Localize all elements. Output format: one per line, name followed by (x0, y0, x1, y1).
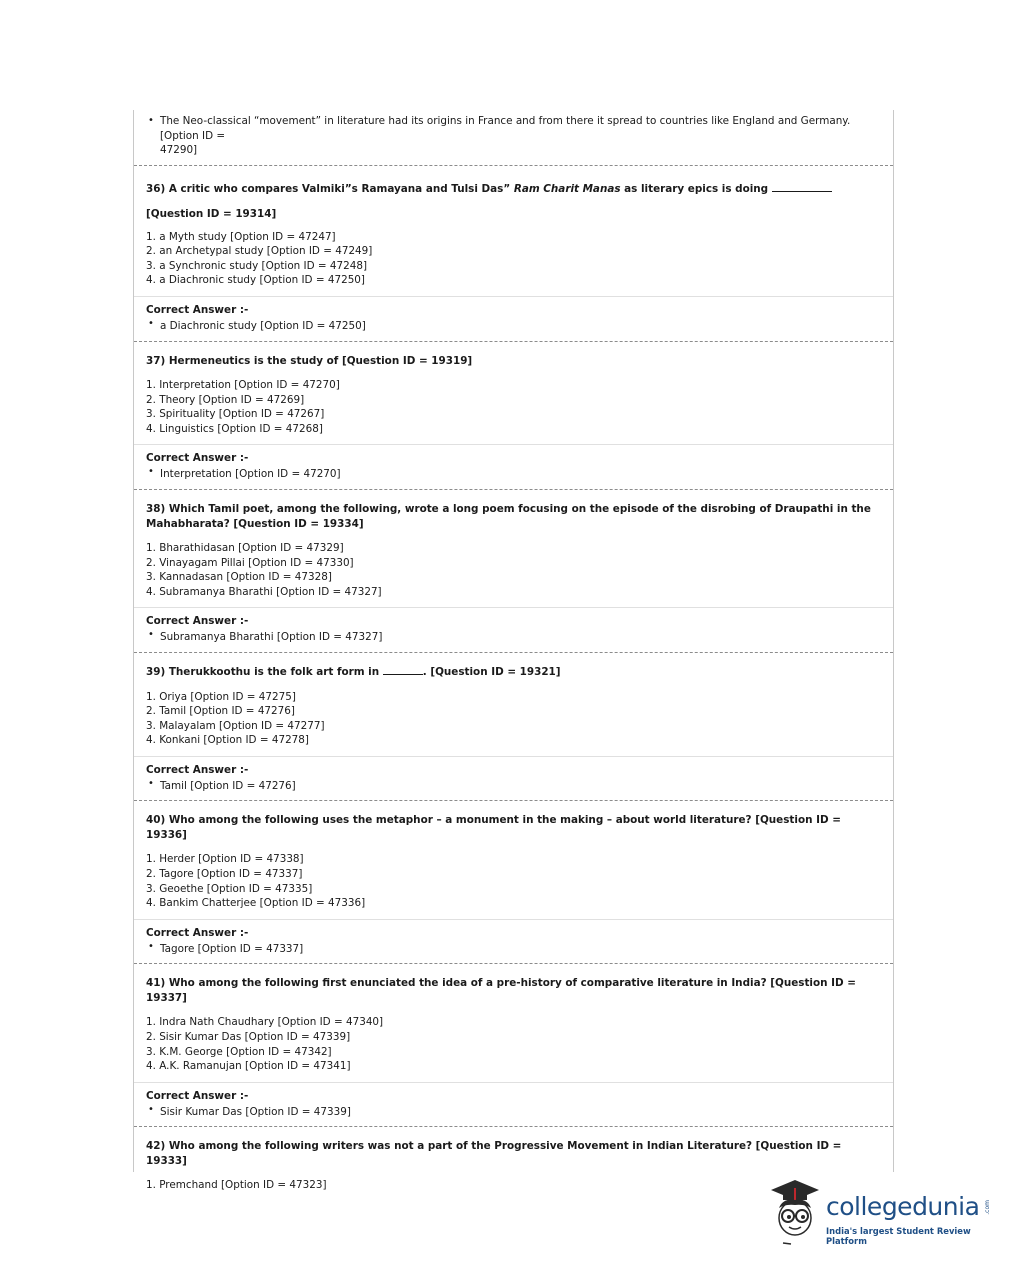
graduate-mascot-icon (765, 1176, 825, 1246)
brand-name: collegedunia (826, 1192, 980, 1221)
question-block-38 (146, 490, 881, 645)
option-item: 1. a Myth study [Option ID = 47247] (146, 230, 336, 243)
correct-answer-label: Correct Answer :- (146, 926, 249, 939)
options-list (146, 680, 881, 748)
option-item: 3. K.M. George [Option ID = 47342] (146, 1045, 332, 1058)
question-block-37 (146, 342, 881, 482)
option-item: 3. Spirituality [Option ID = 47267] (146, 408, 325, 421)
option-item: 4. Bankim Chatterjee [Option ID = 47336] (146, 897, 366, 910)
question-text: 37) Hermeneutics is the study of [Question ID = 19319] (146, 354, 473, 367)
option-item: 1. Indra Nath Chaudhary [Option ID = 47340] (146, 1016, 384, 1029)
previous-answer-bullet (146, 114, 881, 158)
correct-answer-label: Correct Answer :- (146, 615, 249, 628)
correct-answer-label: Correct Answer :- (146, 1089, 249, 1102)
previous-answer-line1: • The Neo-classical “movement” in literature had its origins in France and from there it spread to countries like England and Germany. [Option ID = (160, 115, 851, 142)
option-item: 2. Sisir Kumar Das [Option ID = 47339] (146, 1031, 351, 1044)
option-item: 4. Subramanya Bharathi [Option ID = 47327] (146, 585, 382, 598)
option-item: 3. Malayalam [Option ID = 47277] (146, 719, 325, 732)
correct-answer: • Tamil [Option ID = 47276] (146, 777, 881, 794)
correct-answer: • Subramanya Bharathi [Option ID = 47327] (146, 628, 881, 645)
question-block-40 (146, 801, 881, 956)
correct-answer: • Interpretation [Option ID = 47270] (146, 465, 881, 482)
previous-answer-line2: 47290] (160, 144, 198, 157)
question-block-39 (146, 653, 881, 793)
brand-tagline: India's largest Student Review Platform (826, 1226, 971, 1246)
question-text: 36) A critic who compares Valmiki”s Ramayana and Tulsi Das” Ram Charit Manas as literary epics is doing (146, 166, 881, 197)
correct-answer: • Sisir Kumar Das [Option ID = 47339] (146, 1103, 881, 1120)
option-item: 1. Oriya [Option ID = 47275] (146, 690, 296, 703)
answer-blank (383, 665, 423, 675)
option-item: 4. A.K. Ramanujan [Option ID = 47341] (146, 1060, 351, 1073)
option-item: 3. Kannadasan [Option ID = 47328] (146, 571, 332, 584)
option-item: 2. Tagore [Option ID = 47337] (146, 868, 303, 881)
option-item: 1. Interpretation [Option ID = 47270] (146, 379, 340, 392)
option-item: 3. a Synchronic study [Option ID = 47248] (146, 259, 368, 272)
options-list (146, 1005, 881, 1073)
correct-answer: • Tagore [Option ID = 47337] (146, 940, 881, 957)
correct-answer-label: Correct Answer :- (146, 763, 249, 776)
option-item: 4. Konkani [Option ID = 47278] (146, 734, 309, 747)
option-item: 4. a Diachronic study [Option ID = 47250] (146, 274, 365, 287)
option-item: 2. Theory [Option ID = 47269] (146, 393, 305, 406)
question-text: 42) Who among the following writers was not a part of the Progressive Movement in Indian Literature? [Question ID = 19333] (146, 1140, 842, 1167)
collegedunia-logo[interactable] (765, 1176, 1000, 1248)
option-item: 1. Herder [Option ID = 47338] (146, 853, 304, 866)
options-list (146, 842, 881, 910)
option-item: 1. Bharathidasan [Option ID = 47329] (146, 542, 344, 555)
question-text: 41) Who among the following first enunciated the idea of a pre-history of comparative literature in India? [Question ID = 19337] (146, 977, 856, 1004)
option-item: 2. Tamil [Option ID = 47276] (146, 705, 295, 718)
question-id: [Question ID = 19314] (146, 207, 277, 220)
correct-answer: • a Diachronic study [Option ID = 47250] (146, 317, 881, 334)
option-item: 4. Linguistics [Option ID = 47268] (146, 422, 323, 435)
options-list (146, 220, 881, 288)
question-block-41 (146, 964, 881, 1119)
option-item: 3. Geoethe [Option ID = 47335] (146, 882, 313, 895)
question-text: 38) Which Tamil poet, among the following, wrote a long poem focusing on the episode of the disrobing of Draupathi in the Mahabharata? [Question ID = 19334] (146, 503, 871, 530)
brand-domain: .com (984, 1200, 991, 1215)
option-item: 1. Premchand [Option ID = 47323] (146, 1179, 327, 1192)
options-list (146, 368, 881, 436)
question-text: 40) Who among the following uses the metaphor – a monument in the making – about world literature? [Question ID = 19336] (146, 814, 841, 841)
correct-answer-label: Correct Answer :- (146, 452, 249, 465)
answer-blank (772, 182, 832, 192)
exam-sheet (133, 110, 894, 1192)
option-item: 2. an Archetypal study [Option ID = 47249] (146, 245, 373, 258)
question-block-36 (146, 166, 881, 333)
correct-answer-label: Correct Answer :- (146, 303, 249, 316)
option-item: 2. Vinayagam Pillai [Option ID = 47330] (146, 556, 354, 569)
question-text: 39) Therukkoothu is the folk art form in . [Question ID = 19321] (146, 666, 561, 679)
options-list (146, 531, 881, 599)
